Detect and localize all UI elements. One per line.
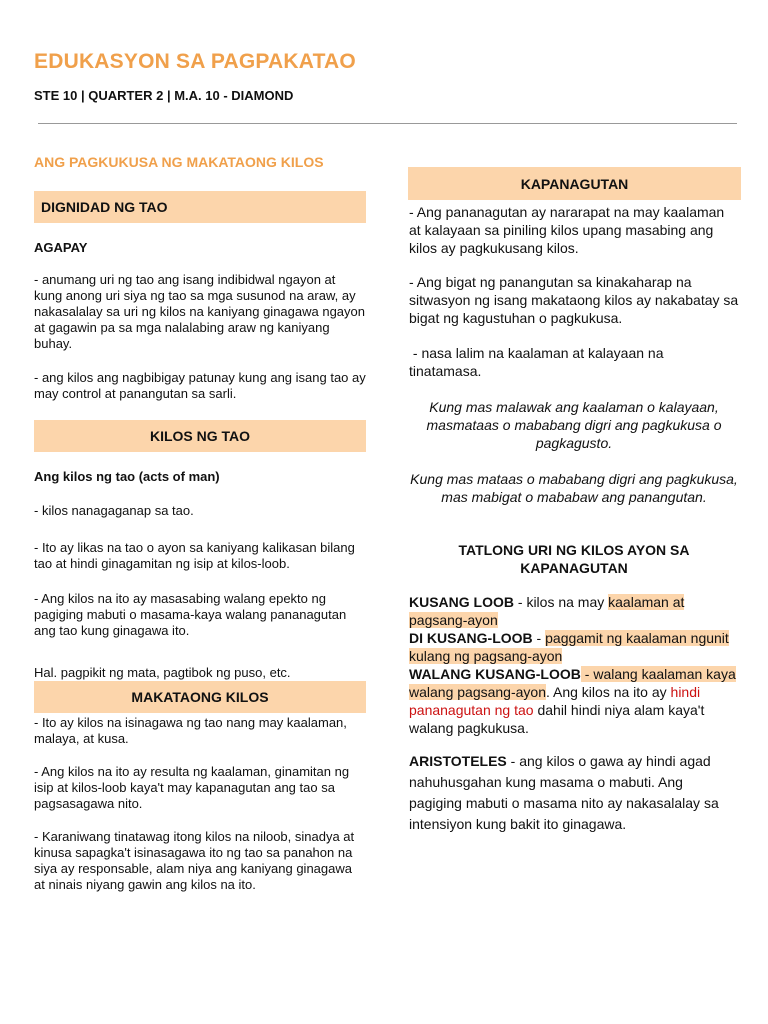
section-title: ANG PAGKUKUSA NG MAKATAONG KILOS	[34, 154, 324, 170]
tatlong-uri-list	[409, 593, 739, 737]
dignidad-paragraph-2: - ang kilos ang nagbibigay patunay kung ang isang tao ay may control at panangutan sa sarli.	[34, 370, 366, 401]
kusang-loob-highlight: kaalaman at pagsang-ayon	[409, 594, 685, 628]
kilos-paragraph-1: - kilos nanagaganap sa tao.	[34, 503, 194, 518]
kilos-subheading: Ang kilos ng tao (acts of man)	[34, 469, 220, 484]
dignidad-paragraph-1: - anumang uri ng tao ang isang indibidwal ngayon at kung anong uri siya ng tao sa mga susunod na araw, ay nakasalalay sa uri ng kilos na kaniyang ginagawa ngayon at gagawin pa sa mga nalalabing araw ng kaniyang buhay.	[34, 272, 365, 351]
document-subtitle: STE 10 | QUARTER 2 | M.A. 10 - DIAMOND	[34, 88, 294, 103]
aristoteles-text: - ang kilos o gawa ay hindi agad nahuhusgahan kung masama o mabuti. Ang pagiging mabuti o masama nito ay nakasalalay sa intensiyon kung bakit ito ginagawa.	[409, 753, 719, 832]
makatao-paragraph-3: - Karaniwang tinatawag itong kilos na niloob, sinadya at kinusa sapagka't isinasagawa ito ng tao sa panahon na siya ay responsable, alam niya ang kaniyang ginagawa at ninais niyang gawin ang kilos na ito.	[34, 829, 355, 892]
kapanagutan-quote-1: Kung mas malawak ang kaalaman o kalayaan, masmataas o mababang digri ang pagkukusa o pagkagusto.	[426, 399, 722, 451]
agapay-subheading: AGAPAY	[34, 240, 88, 255]
kapanagutan-paragraph-1: - Ang pananagutan ay nararapat na may kaalaman at kalayaan sa piniling kilos upang masabing ang kilos ay pagkukusang kilos.	[409, 204, 725, 256]
makatao-paragraph-1: - Ito ay kilos na isinagawa ng tao nang may kaalaman, malaya, at kusa.	[34, 715, 347, 746]
kilos-paragraph-3: - Ang kilos na ito ay masasabing walang epekto ng pagiging mabuti o masama-kaya walang pananagutan ang tao kung ginagawa ito.	[34, 591, 347, 638]
aristoteles-paragraph	[409, 751, 739, 835]
walang-kusang-loob-highlight: - walang kaalaman kaya walang pagsang-ayon	[409, 666, 736, 700]
walang-kusang-loob-text-2: dahil hindi niya alam kaya't walang pagkukusa.	[409, 702, 705, 736]
kusang-loob-separator: - kilos na may	[514, 594, 609, 610]
di-kusang-loob-highlight: paggamit ng kaalaman ngunit kulang ng pagsang-ayon	[409, 630, 729, 664]
di-kusang-loob-separator: -	[532, 630, 546, 646]
kusang-loob-term: KUSANG LOOB	[409, 594, 514, 610]
kapanagutan-heading: KAPANAGUTAN	[408, 167, 741, 200]
kapanagutan-quote-2: Kung mas mataas o mababang digri ang pagkukusa, mas mabigat o mababaw ang panangutan.	[410, 471, 738, 505]
tatlong-uri-heading: TATLONG URI NG KILOS AYON SA KAPANAGUTAN	[458, 542, 690, 576]
makatao-paragraph-2: - Ang kilos na ito ay resulta ng kaalaman, ginamitan ng isip at kilos-loob kaya't may kapanagutan ang tao sa pagsasagawa nito.	[34, 764, 350, 811]
walang-kusang-loob-red-text: hindi pananagutan ng tao	[409, 684, 701, 718]
makataong-kilos-heading: MAKATAONG KILOS	[34, 681, 366, 713]
aristoteles-name: ARISTOTELES	[409, 753, 507, 769]
di-kusang-loob-term: DI KUSANG-LOOB	[409, 630, 533, 646]
kilos-example: Hal. pagpikit ng mata, pagtibok ng puso, etc.	[34, 665, 291, 680]
kapanagutan-paragraph-3: - nasa lalim na kaalaman at kalayaan na tinatamasa.	[409, 345, 668, 379]
kilos-paragraph-2: - Ito ay likas na tao o ayon sa kaniyang kalikasan bilang tao at hindi ginagamitan ng isip at kilos-loob.	[34, 540, 355, 571]
kilos-ng-tao-heading: KILOS NG TAO	[34, 420, 366, 452]
walang-kusang-loob-text: . Ang kilos na ito ay	[546, 684, 671, 700]
walang-kusang-loob-term: WALANG KUSANG-LOOB	[409, 666, 581, 682]
kapanagutan-paragraph-2: - Ang bigat ng panangutan sa kinakaharap na sitwasyon ng isang makataong kilos ay nakabatay sa bigat ng kagustuhan o pagkukusa.	[409, 274, 739, 326]
header-divider	[38, 123, 737, 124]
document-title: EDUKASYON SA PAGPAKATAO	[34, 50, 356, 73]
dignidad-heading: DIGNIDAD NG TAO	[34, 191, 366, 223]
